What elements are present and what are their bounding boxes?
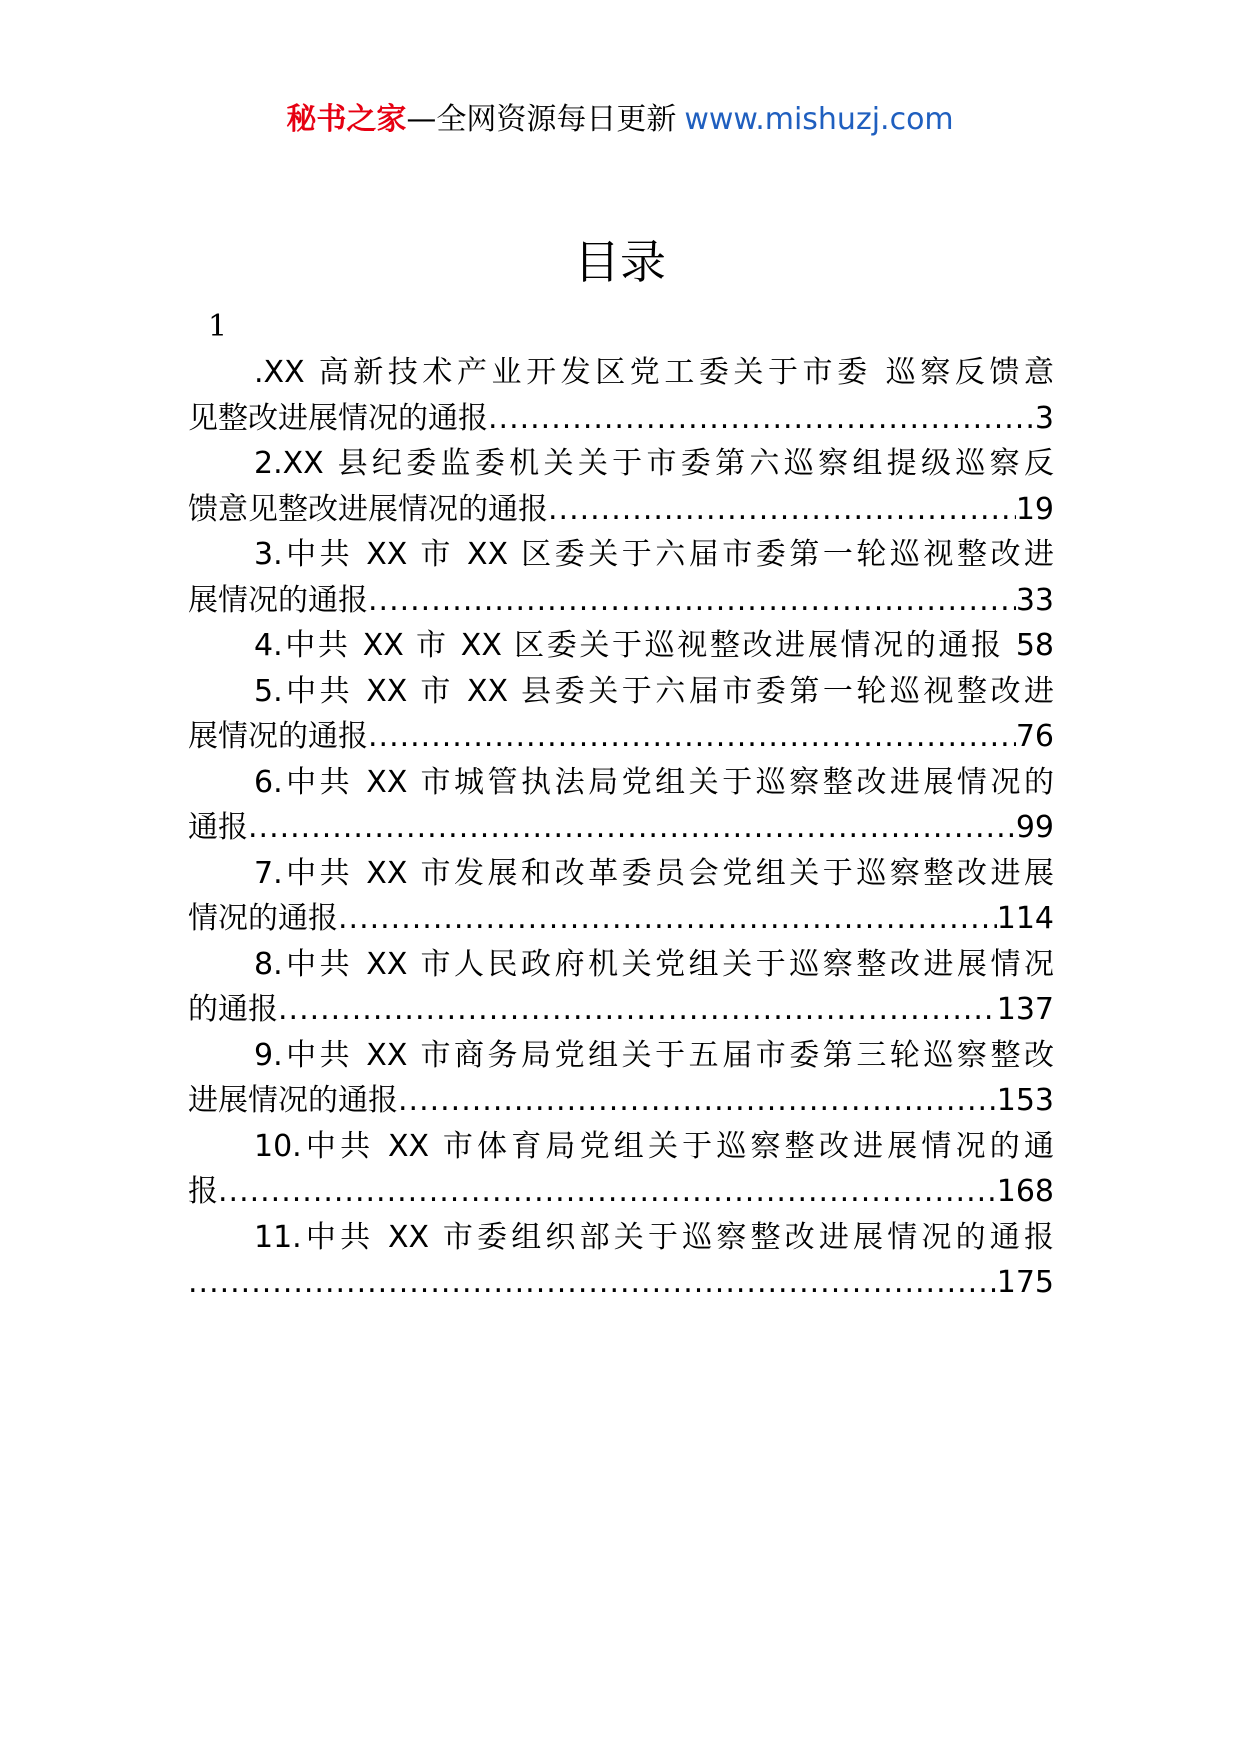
toc-entry-title: 8.中共 XX 市人民政府机关党组关于巡察整改进展情况 xyxy=(254,946,1054,982)
toc-page-number: 168 xyxy=(996,1174,1054,1209)
toc-entry[interactable] xyxy=(188,851,1054,942)
toc-entry-title: .XX 高新技术产业开发区党工委关于市委 巡察反馈意 xyxy=(254,355,1054,390)
toc-entry[interactable] xyxy=(188,669,1054,760)
toc-entry-title: 3.中共 XX 市 XX 区委关于六届市委第一轮巡视整改进 xyxy=(254,537,1054,572)
toc-entry-title-cont: 见整改进展情况的通报 xyxy=(188,400,488,436)
toc-entry[interactable] xyxy=(188,1215,1054,1306)
toc-page-number: 76 xyxy=(1015,719,1054,754)
toc-entry-title: 7.中共 XX 市发展和改革委员会党组关于巡察整改进展 xyxy=(254,855,1054,891)
section-number: 1 xyxy=(208,309,228,344)
toc-entry[interactable] xyxy=(188,760,1054,851)
toc-page-number: 3 xyxy=(1034,400,1054,436)
toc-entry[interactable] xyxy=(188,942,1054,1033)
dot-leader xyxy=(548,487,1016,533)
toc-entry[interactable] xyxy=(188,350,1054,441)
toc-entry[interactable] xyxy=(188,1033,1054,1124)
toc-entry-leader xyxy=(188,487,1054,533)
toc-entry-leader xyxy=(188,578,1054,624)
toc-entry[interactable] xyxy=(188,623,1054,669)
toc-entry-title-cont: 展情况的通报 xyxy=(188,719,368,754)
page-title: 目录 xyxy=(574,235,666,289)
toc-entry-title: 4.中共 XX 市 XX 区委关于巡视整改进展情况的通报 58 xyxy=(254,628,1054,663)
toc-entry-title-cont: 情况的通报 xyxy=(188,901,338,936)
toc-entry[interactable] xyxy=(188,532,1054,623)
site-banner xyxy=(0,100,1240,140)
toc-entry-leader xyxy=(188,396,1054,442)
toc-entry-leader xyxy=(188,1260,1054,1306)
toc-entry-leader xyxy=(188,714,1054,760)
dot-leader xyxy=(488,396,1035,442)
toc-entry-title-cont: 报 xyxy=(188,1174,218,1209)
dot-leader xyxy=(218,1169,997,1215)
toc-page-number: 19 xyxy=(1015,491,1054,527)
toc-page-number: 137 xyxy=(996,992,1054,1027)
dot-leader xyxy=(338,896,997,942)
toc-entry-title: 5.中共 XX 市 XX 县委关于六届市委第一轮巡视整改进 xyxy=(254,673,1054,709)
toc-entry-title-cont: 展情况的通报 xyxy=(188,582,368,618)
dot-leader xyxy=(278,987,997,1033)
toc-page-number: 33 xyxy=(1015,582,1054,618)
toc-entry-title-cont: 通报 xyxy=(188,810,248,845)
brand-name: 秘书之家 xyxy=(286,102,407,137)
toc-page-number: 153 xyxy=(996,1083,1054,1118)
toc-entry[interactable] xyxy=(188,1124,1054,1215)
dot-leader xyxy=(398,1078,997,1124)
toc-entry-title-cont: 进展情况的通报 xyxy=(188,1083,398,1118)
toc-page-number: 99 xyxy=(1015,810,1054,845)
toc-entry-title: 10.中共 XX 市体育局党组关于巡察整改进展情况的通 xyxy=(254,1128,1054,1164)
toc-entry-title: 11.中共 XX 市委组织部关于巡察整改进展情况的通报 xyxy=(254,1219,1054,1255)
site-url-link[interactable]: www.mishuzj.com xyxy=(684,102,954,137)
toc-entry[interactable] xyxy=(188,441,1054,532)
toc-entry-title: 6.中共 XX 市城管执法局党组关于巡察整改进展情况的 xyxy=(254,764,1054,800)
dot-leader xyxy=(188,1260,997,1306)
toc-entry-title-cont: 的通报 xyxy=(188,992,278,1027)
toc-page-number: 175 xyxy=(996,1265,1054,1300)
dot-leader xyxy=(248,805,1016,851)
toc-entry-leader xyxy=(188,805,1054,851)
toc-page-number: 114 xyxy=(996,901,1054,936)
dot-leader xyxy=(368,578,1016,624)
toc-entry-title-cont: 馈意见整改进展情况的通报 xyxy=(188,491,548,527)
toc-entry-title: 9.中共 XX 市商务局党组关于五届市委第三轮巡察整改 xyxy=(254,1037,1054,1073)
table-of-contents xyxy=(188,350,1054,1306)
toc-entry-leader xyxy=(188,987,1054,1033)
toc-entry-leader xyxy=(188,896,1054,942)
toc-entry-title: 2.XX 县纪委监委机关关于市委第六巡察组提级巡察反 xyxy=(254,446,1054,481)
dot-leader xyxy=(368,714,1016,760)
banner-tagline: —全网资源每日更新 xyxy=(406,102,677,137)
toc-entry-leader xyxy=(188,1078,1054,1124)
toc-entry-leader xyxy=(188,1169,1054,1215)
